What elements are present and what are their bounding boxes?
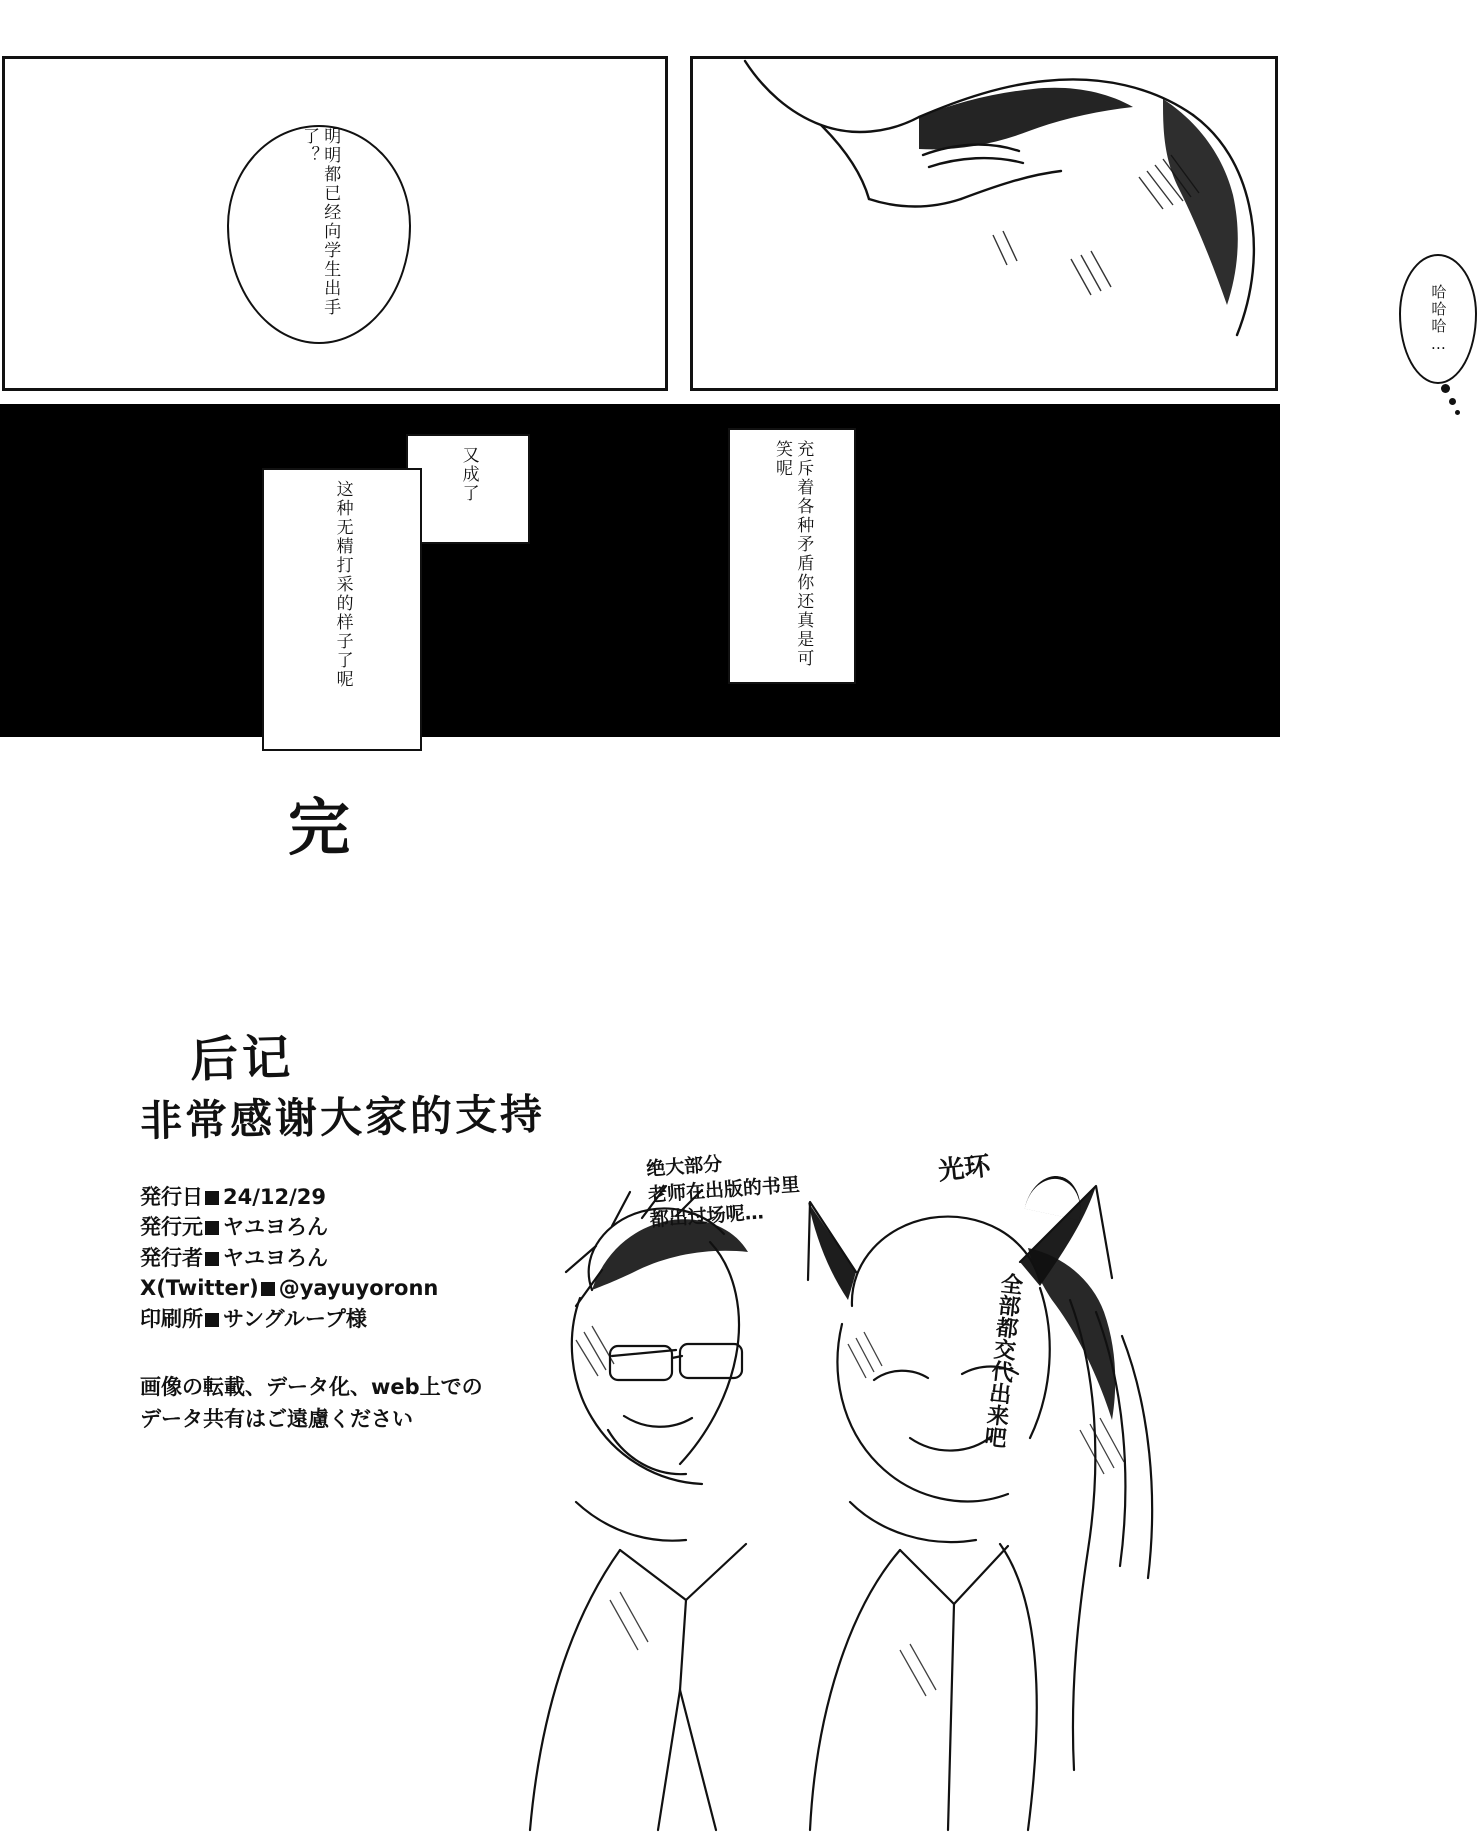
- caption-text-again: 又成了: [458, 446, 479, 503]
- colophon-value-publisher: ヤユヨろん: [223, 1215, 328, 1240]
- handwritten-note-all: 全部都交代出来吧: [980, 1271, 1024, 1449]
- black-band: [0, 404, 1280, 737]
- afterword-illustration: [380, 1130, 1280, 1843]
- colophon-value-twitter: @yayuyoronn: [278, 1276, 439, 1301]
- colophon-label-author: 発行者: [140, 1245, 203, 1270]
- square-bullet-icon: [205, 1252, 219, 1266]
- colophon-row-date: [140, 1182, 438, 1212]
- reprint-notice-line-1: 画像の転載、データ化、web上での: [140, 1375, 483, 1399]
- afterword-title: 后记: [189, 1029, 295, 1089]
- reprint-notice: [140, 1372, 483, 1435]
- handwritten-note-book: 绝大部分 老师在出版的书里 都出过场呢…: [645, 1153, 801, 1232]
- panel-2-illustration: [693, 59, 1275, 388]
- caption-box-listless: [262, 468, 422, 751]
- reprint-notice-line-2: データ共有はご遠慮ください: [140, 1406, 413, 1431]
- afterword-subtitle: 非常感谢大家的支持: [139, 1089, 546, 1146]
- colophon-row-publisher: [140, 1212, 438, 1242]
- caption-box-again: [406, 434, 530, 544]
- colophon-label-twitter: X(Twitter): [140, 1276, 259, 1301]
- square-bullet-icon: [205, 1221, 219, 1235]
- balloon-text-panel-2: 哈哈哈…: [1429, 283, 1448, 355]
- speech-balloon-panel-1: [227, 125, 411, 344]
- balloon-tail-dot: [1449, 398, 1456, 405]
- speech-balloon-panel-2: [1399, 254, 1477, 384]
- colophon-row-printer: [140, 1304, 438, 1334]
- colophon-value-author: ヤユヨろん: [223, 1245, 328, 1270]
- colophon-label-date: 発行日: [140, 1185, 203, 1209]
- caption-text-listless: 这种无精打采的样子了呢: [332, 480, 353, 689]
- colophon-value-printer: サングループ様: [223, 1306, 367, 1331]
- square-bullet-icon: [205, 1313, 219, 1327]
- square-bullet-icon: [205, 1191, 219, 1205]
- colophon-value-date: 24/12/29: [223, 1185, 327, 1209]
- balloon-tail-dot: [1441, 384, 1450, 393]
- colophon: [140, 1182, 438, 1334]
- colophon-label-printer: 印刷所: [140, 1306, 203, 1331]
- colophon-row-author: [140, 1243, 438, 1273]
- comic-panel-1: [2, 56, 668, 391]
- balloon-text-panel-1: 明明都已经向学生出手了？: [299, 127, 341, 317]
- caption-box-contradiction: [728, 428, 856, 684]
- comic-panel-2: [690, 56, 1448, 391]
- colophon-label-publisher: 発行元: [140, 1215, 203, 1240]
- end-mark: 完: [288, 791, 353, 864]
- caption-text-contradiction: 充斥着各种矛盾你还真是可笑呢: [772, 440, 814, 668]
- square-bullet-icon: [261, 1282, 275, 1296]
- balloon-tail-dot: [1455, 410, 1460, 415]
- colophon-row-twitter: [140, 1273, 438, 1303]
- handwritten-note-halo: 光环: [936, 1151, 992, 1187]
